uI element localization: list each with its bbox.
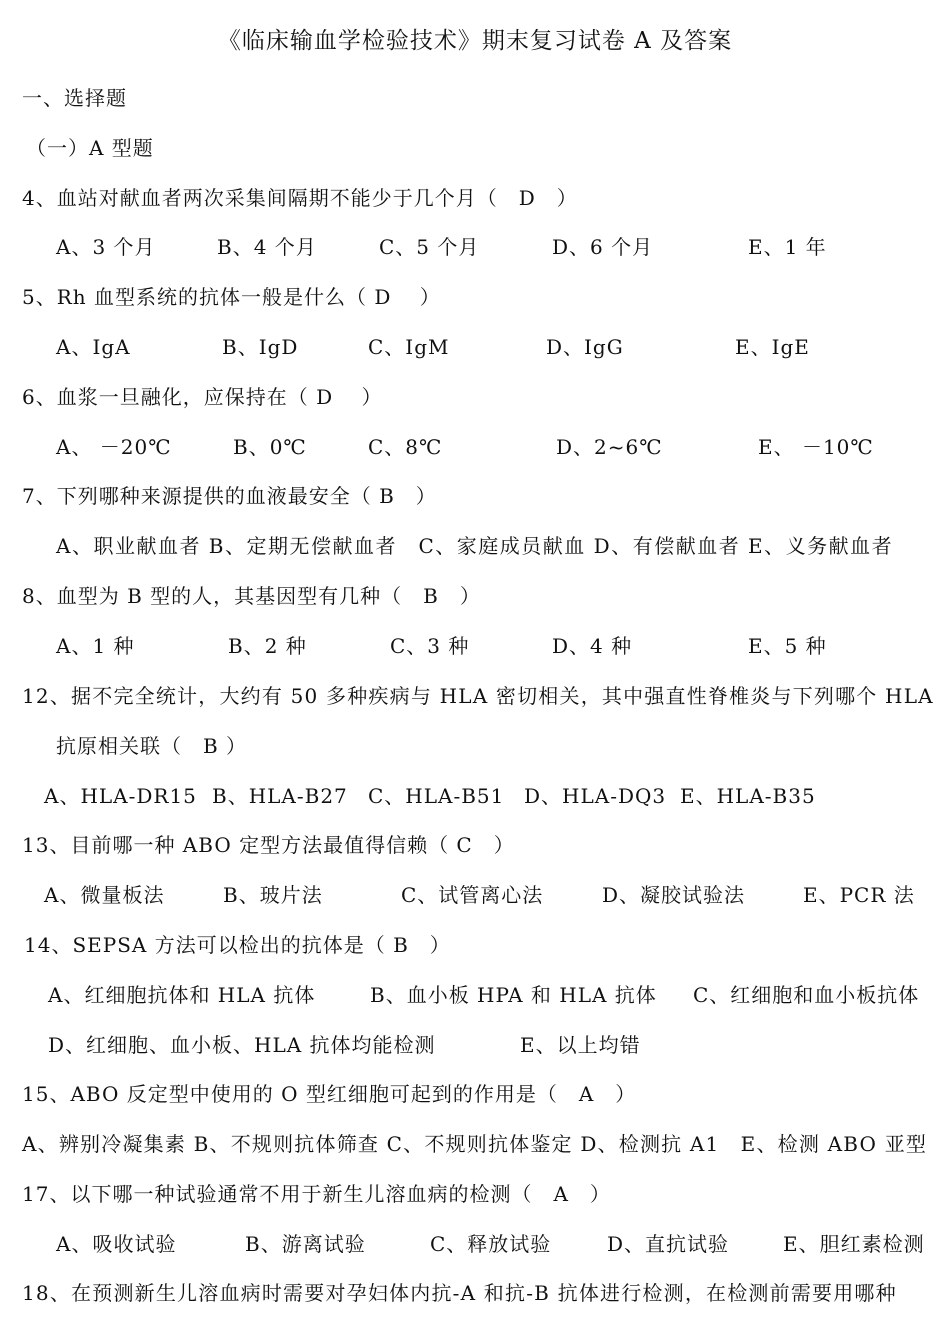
question-stem: 8、血型为 B 型的人，其基因型有几种（ B ） xyxy=(22,584,481,608)
answer-option: B、血小板 HPA 和 HLA 抗体 xyxy=(370,983,657,1007)
answer-option: A、吸收试验 xyxy=(56,1232,177,1256)
answer-option: A、HLA-DR15 xyxy=(44,784,197,808)
question-stem: 14、SEPSA 方法可以检出的抗体是（ B ） xyxy=(24,933,451,957)
answer-option: B、0℃ xyxy=(233,435,307,459)
answer-option: C、释放试验 xyxy=(430,1232,552,1256)
answer-option: D、凝胶试验法 xyxy=(602,883,746,907)
answer-option: D、HLA-DQ3 xyxy=(524,784,667,808)
answer-option: A、3 个月 xyxy=(56,235,156,259)
answer-option: E、5 种 xyxy=(748,634,827,658)
answer-option: C、5 个月 xyxy=(379,235,480,259)
answer-option: B、游离试验 xyxy=(245,1232,366,1256)
section-heading: 一、选择题 xyxy=(22,86,127,110)
answer-option: E、胆红素检测 xyxy=(783,1232,925,1256)
question-stem: 15、ABO 反定型中使用的 O 型红细胞可起到的作用是（ A ） xyxy=(22,1082,637,1106)
question-stem: 6、血浆一旦融化，应保持在（ D ） xyxy=(22,385,383,409)
answer-option: D、6 个月 xyxy=(552,235,654,259)
answer-option: A、1 种 xyxy=(56,634,135,658)
answer-option: C、红细胞和血小板抗体 xyxy=(693,983,920,1007)
answer-option: B、4 个月 xyxy=(217,235,317,259)
answer-option: A、 －20℃ xyxy=(56,435,172,459)
question-stem: 7、下列哪种来源提供的血液最安全（ B ） xyxy=(22,484,437,508)
answer-option: E、1 年 xyxy=(748,235,827,259)
answer-option: D、2~6℃ xyxy=(556,435,663,459)
answer-option: C、HLA-B51 xyxy=(368,784,505,808)
answer-option: C、IgM xyxy=(368,335,450,359)
question-stem: 4、血站对献血者两次采集间隔期不能少于几个月（ D ） xyxy=(22,186,578,210)
answer-option: E、IgE xyxy=(735,335,810,359)
answer-options-line: A、辨别冷凝集素 B、不规则抗体筛查 C、不规则抗体鉴定 D、检测抗 A1 E、检测 ABO 亚型 xyxy=(22,1132,928,1156)
answer-option: B、IgD xyxy=(222,335,299,359)
question-stem: 18、在预测新生儿溶血病时需要对孕妇体内抗-A 和抗-B 抗体进行检测，在检测前需要用哪种 xyxy=(22,1281,897,1305)
answer-option: D、红细胞、血小板、HLA 抗体均能检测 xyxy=(48,1033,436,1057)
question-stem: 5、Rh 血型系统的抗体一般是什么（ D ） xyxy=(22,285,441,309)
answer-options-line: A、职业献血者 B、定期无偿献血者 C、家庭成员献血 D、有偿献血者 E、义务献血者 xyxy=(56,534,894,558)
answer-option: B、2 种 xyxy=(228,634,307,658)
answer-option: B、玻片法 xyxy=(223,883,323,907)
answer-option: C、3 种 xyxy=(390,634,470,658)
question-stem: 13、目前哪一种 ABO 定型方法最值得信赖（ C ） xyxy=(22,833,515,857)
answer-option: E、 －10℃ xyxy=(758,435,874,459)
question-stem: 17、以下哪一种试验通常不用于新生儿溶血病的检测（ A ） xyxy=(22,1182,611,1206)
subsection-heading: （一）A 型题 xyxy=(26,136,154,160)
answer-option: A、微量板法 xyxy=(44,883,165,907)
answer-option: D、IgG xyxy=(546,335,624,359)
question-stem-continued: 抗原相关联（ B ） xyxy=(56,734,248,758)
answer-option: D、直抗试验 xyxy=(607,1232,730,1256)
answer-option: A、IgA xyxy=(56,335,131,359)
question-stem: 12、据不完全统计，大约有 50 多种疾病与 HLA 密切相关，其中强直性脊椎炎与下列哪个 HLA xyxy=(22,684,934,708)
answer-option: D、4 种 xyxy=(552,634,633,658)
answer-option: C、8℃ xyxy=(368,435,443,459)
answer-option: E、以上均错 xyxy=(520,1033,641,1057)
answer-option: E、HLA-B35 xyxy=(680,784,816,808)
answer-option: A、红细胞抗体和 HLA 抗体 xyxy=(48,983,316,1007)
answer-option: E、PCR 法 xyxy=(803,883,915,907)
answer-option: C、试管离心法 xyxy=(401,883,544,907)
page-title: 《临床输血学检验技术》期末复习试卷 A 及答案 xyxy=(217,28,733,54)
answer-option: B、HLA-B27 xyxy=(212,784,348,808)
